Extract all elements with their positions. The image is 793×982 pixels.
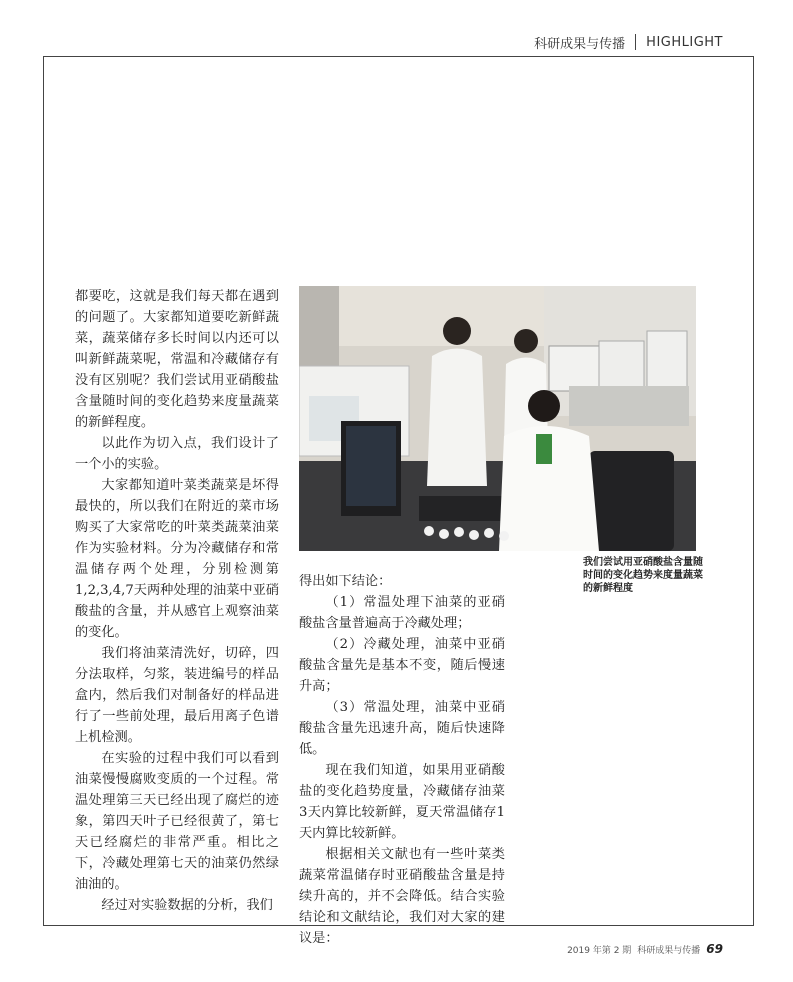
- paragraph: （2）冷藏处理，油菜中亚硝酸盐含量先是基本不变，随后慢速升高；: [299, 637, 505, 694]
- paragraph: 大家都知道叶菜类蔬菜是坏得最快的，所以我们在附近的菜市场购买了大家常吃的叶菜类蔬菜油菜作为实验材料。分为冷藏储存和常温储存两个处理，分别检测第1,2,3,4,7天两种处理的油菜中亚硝酸盐的含量，并从感官上观察油菜的变化。: [75, 478, 279, 640]
- article-column-left: [75, 286, 279, 916]
- paragraph: 都要吃，这就是我们每天都在遇到的问题了。大家都知道要吃新鲜蔬菜，蔬菜储存多长时间以内还可以叫新鲜蔬菜呢，常温和冷藏储存有没有区别呢？我们尝试用亚硝酸盐含量随时间的变化趋势来度量蔬菜的新鲜程度。: [75, 289, 279, 430]
- paragraph: 我们将油菜清洗好，切碎，四分法取样，匀浆，装进编号的样品盒内，然后我们对制备好的样品进行了一些前处理，最后用离子色谱上机检测。: [75, 646, 279, 745]
- paragraph: （1）常温处理下油菜的亚硝酸盐含量普遍高于冷藏处理；: [299, 595, 505, 631]
- header-divider: [635, 34, 636, 50]
- lab-photo: [299, 286, 696, 551]
- section-title-en: HIGHLIGHT: [646, 34, 723, 50]
- footer-journal: 科研成果与传播: [637, 946, 701, 956]
- page-number: 69: [706, 942, 723, 956]
- lab-photo-illustration: [299, 286, 696, 551]
- footer-issue: 2019 年第 2 期: [567, 946, 632, 956]
- paragraph: 现在我们知道，如果用亚硝酸盐的变化趋势度量，冷藏储存油菜3天内算比较新鲜，夏天常温储存1天内算比较新鲜。: [299, 763, 505, 841]
- paragraph: （3）常温处理，油菜中亚硝酸盐含量先迅速升高，随后快速降低。: [299, 700, 505, 757]
- page-footer: [567, 942, 723, 956]
- section-title-cn: 科研成果与传播: [534, 36, 626, 52]
- paragraph: 根据相关文献也有一些叶菜类蔬菜常温储存时亚硝酸盐含量是持续升高的，并不会降低。结合实验结论和文献结论，我们对大家的建议是：: [299, 847, 505, 946]
- paragraph: 经过对实验数据的分析，我们: [101, 898, 273, 913]
- page-header: [534, 32, 723, 52]
- article-column-middle: [299, 571, 505, 949]
- photo-caption: 我们尝试用亚硝酸盐含量随时间的变化趋势来度量蔬菜的新鲜程度: [583, 557, 703, 594]
- paragraph: 以此作为切入点，我们设计了一个小的实验。: [75, 436, 279, 472]
- paragraph: 得出如下结论：: [299, 574, 392, 589]
- paragraph: 在实验的过程中我们可以看到油菜慢慢腐败变质的一个过程。常温处理第三天已经出现了腐烂的迹象，第四天叶子已经很黄了，第七天已经腐烂的非常严重。相比之下，冷藏处理第七天的油菜仍然绿油油的。: [75, 751, 279, 892]
